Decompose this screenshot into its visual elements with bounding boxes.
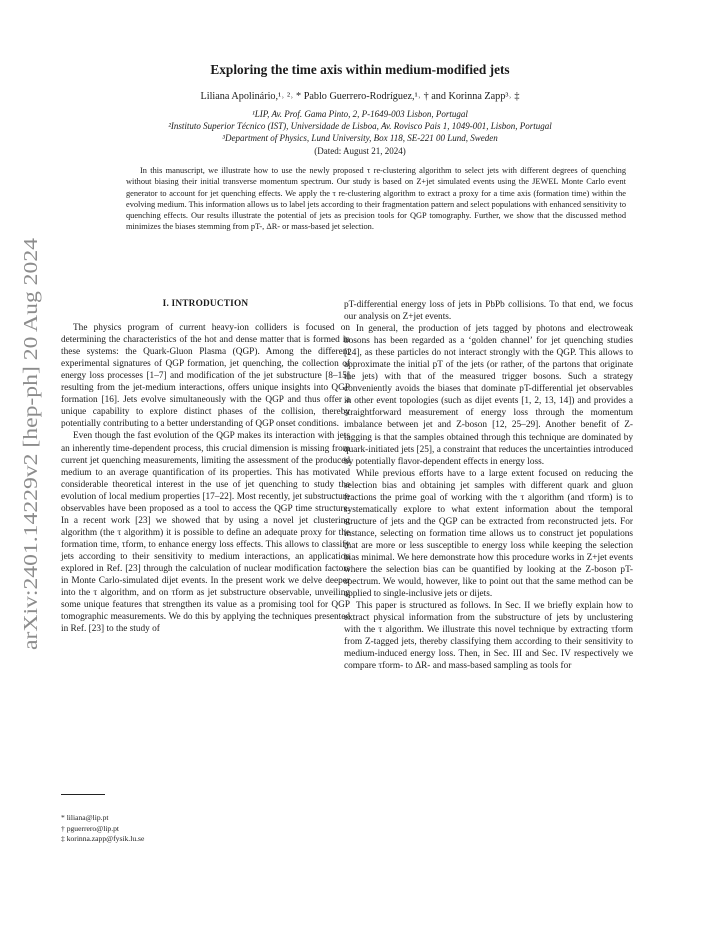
arxiv-id-text: arXiv:2401.14229v2 [hep-ph] 20 Aug 2024 [20, 293, 42, 650]
dated-line: (Dated: August 21, 2024) [314, 146, 406, 156]
abstract: In this manuscript, we illustrate how to use the newly proposed τ re-clustering algorithm to select jets with different degrees of quenching without biasing their initial transverse momentum spectrum. Our study is based on Z+jet simulated events using the JEWEL Monte Carlo event generator to account for jet quenching effects. We apply the τ re-clustering algorithm to extract a proxy for a time axis (formation time) within the evolving medium. This information allows us to label jets according to their fragmentation pattern and select populations with enhanced sensitivity to quenching effects. Our results illustrate the potential of jets as precision tools for QGP tomography. Further, we show that the discussed method minimizes the biases stemming from pT-, ΔR- or mass-based jet selection. [126, 166, 626, 232]
affiliation-3: ³Department of Physics, Lund University, Box 118, SE-221 00 Lund, Sweden [222, 133, 498, 143]
affiliation-1: ¹LIP, Av. Prof. Gama Pinto, 2, P-1649-003 Lisbon, Portugal [252, 109, 468, 119]
footnote-rule [61, 794, 105, 795]
paper-title: Exploring the time axis within medium-modified jets [210, 62, 510, 77]
paragraph: This paper is structured as follows. In Sec. II we briefly explain how to extract physical information from the substructure of jets by unclustering with the τ algorithm. We illustrate this novel technique by extracting τform from Z-tagged jets, thereby classifying them according to their sensitivity to medium-induced energy loss. Then, in Sec. III and Sec. IV respectively we compare τform- to ΔR- and mass-based sampling as tools for [344, 601, 633, 672]
section-heading: I. INTRODUCTION [162, 299, 249, 309]
paragraph: In general, the production of jets tagged by photons and electroweak bosons has been regarded as a ‘golden channel’ for jet quenching studies [24], as these particles do not interact strongly with the QGP. This allows to approximate the initial pT of the jets (or rather, of the partons that originate the jets) with that of the measured trigger bosons. Such a strategy conveniently avoids the biases that dominate pT-differential jet observables in other event topologies (such as dijet events [1, 2, 13, 14]) and provides a straightforward measurement of energy loss through the momentum imbalance between jet and Z-boson [12, 25–29]. Another benefit of Z-tagging is that the samples obtained through this technique are dominated by quark-initiated jets [25], a constraint that reduces the uncertainties introduced by potentially flavor-dependent effects in energy loss. [344, 324, 633, 467]
paragraph: pT-differential energy loss of jets in PbPb collisions. To that end, we focus our analysis on Z+jet events. [344, 300, 633, 323]
author-list: Liliana Apolinário,¹˒ ²˒ * Pablo Guerrero-Rodríguez,¹˒ † and Korinna Zapp³˒ ‡ [200, 91, 520, 102]
paragraph: Even though the fast evolution of the QGP makes its interaction with jets an inherently time-dependent process, this crucial dimension is missing from current jet quenching measurements, limiting the assessment of the produced medium to an average quantification of its properties. This has motivated considerable theoretical interest in the use of jet quenching to study the evolution of local medium properties [17–22]. Most recently, jet substructure observables have been proposed as a tool to access the QGP time structure. In a recent work [23] we showed that by using a novel jet clustering algorithm (the τ algorithm) it is possible to define an adequate proxy for the formation time, τform, to enhance energy loss effects. This allows to classify jets according to their sensitivity to medium interactions, an application explored in Ref. [23] through the calculation of nuclear modification factors in Monte Carlo-simulated dijet events. In the present work we delve deeper into the τ algorithm, and on τform as jet substructure observable, unveiling some unique features that strengthen its value as a promising tool for QGP tomographic measurements. We do this by applying the techniques presented in Ref. [23] to the study of [61, 431, 350, 635]
affiliation-2: ²Instituto Superior Técnico (IST), Universidade de Lisboa, Av. Rovisco Pais 1, 1049-001, Lisbon, Portugal [168, 121, 552, 131]
arxiv-watermark [6, 232, 54, 656]
footnote-email-3[interactable]: ‡ korinna.zapp@fysik.lu.se [61, 834, 145, 844]
left-column [61, 298, 350, 635]
paragraph: The physics program of current heavy-ion colliders is focused on determining the characteristics of the hot and dense matter that is formed in these systems: the Quark-Gluon Plasma (QGP). Among the different experimental signatures of QGP formation, jet quenching, the collection of energy loss processes [1–7] and modification of the jet substructure [8–15] resulting from the jet-medium interactions, offers unique insights into QGP formation [16]. Jets evolve simultaneously with the QGP and thus offer a unique capability to explore distinct phases of the collision, thereby potentially contributing to a better understanding of QGP onset conditions. [61, 323, 350, 430]
footnote-email-2[interactable]: † pguerrero@lip.pt [61, 823, 120, 833]
footnote-email-1[interactable]: * liliana@lip.pt [61, 813, 109, 822]
right-column [344, 299, 633, 672]
paragraph: While previous efforts have to a large extent focused on reducing the selection bias and obtaining jet samples with different quark and gluon fractions the prime goal of working with the τ algorithm (and τform) is to systematically explore to what extent information about the temporal structure of jets and the QGP can be extracted from reconstructed jets. For instance, selecting on formation time allows us to construct jet populations that are more or less susceptible to energy loss while keeping the selection bias minimal. We here demonstrate how this procedure works in Z+jet events where the selection bias can be quantified by looking at the Z-boson pT-spectrum. We would, however, like to point out that the same method can be applied to single-inclusive jets or dijets. [344, 468, 633, 600]
footnotes [61, 813, 351, 845]
